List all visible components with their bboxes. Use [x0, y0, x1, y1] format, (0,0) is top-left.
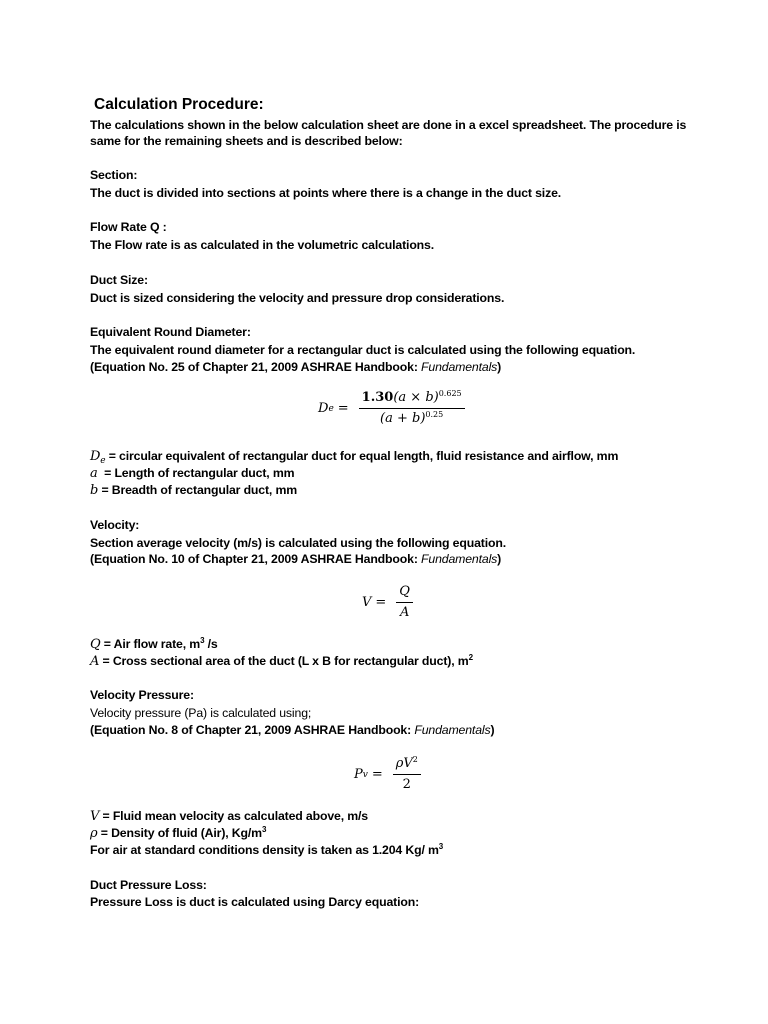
- velocity-pressure-equation: P v = $\frac{\rho V^2}{2}$: [354, 756, 421, 793]
- equivalent-round-text: The equivalent round diameter for a rectangular duct is calculated using the following equation.: [90, 343, 636, 357]
- standard-density-text: For air at standard conditions density is taken as 1.204 Kg/ $m^3$: [90, 842, 444, 857]
- duct-pressure-loss-text: Pressure Loss is duct is calculated using Darcy equation:: [90, 895, 420, 909]
- equivalent-diameter-equation: D e = $\frac{1.30(a \times b)^{0.625}}{(a + b)^{0.25}}$: [318, 390, 465, 427]
- duct-size-heading: Duct Size:: [90, 273, 148, 287]
- velocity-pressure-heading: Velocity Pressure:: [90, 688, 194, 702]
- def-de: $D_e$ = circular equivalent of rectangular duct for equal length, fluid resistance and airflow, mm: [90, 449, 619, 466]
- def-rho: ρ = Density of fluid (Air), $Kg/m^3$: [90, 825, 267, 841]
- section-heading: Section:: [90, 168, 138, 182]
- velocity-reference: (Equation No. 10 of Chapter 21, 2009 ASHRAE Handbook: Fundamentals): [90, 552, 502, 566]
- section-text: The duct is divided into sections at points where there is a change in the duct size.: [90, 186, 562, 200]
- def-a: a = Length of rectangular duct, mm: [90, 466, 295, 481]
- flow-rate-text: The Flow rate is as calculated in the volumetric calculations.: [90, 238, 435, 252]
- intro-line-2: same for the remaining sheets and is described below:: [90, 134, 403, 148]
- def-q: Q = Air flow rate, $m^3$ /s: [90, 636, 218, 652]
- velocity-pressure-text: Velocity pressure (Pa) is calculated using;: [90, 706, 312, 720]
- duct-pressure-loss-heading: Duct Pressure Loss:: [90, 878, 207, 892]
- page-title: Calculation Procedure:: [94, 96, 264, 113]
- def-b: b = Breadth of rectangular duct, mm: [90, 483, 298, 498]
- def-v: V = Fluid mean velocity as calculated above, m/s: [90, 809, 368, 824]
- equivalent-round-heading: Equivalent Round Diameter:: [90, 325, 251, 339]
- equivalent-round-reference: (Equation No. 25 of Chapter 21, 2009 ASHRAE Handbook: Fundamentals): [90, 360, 502, 374]
- flow-rate-heading: Flow Rate Q :: [90, 220, 167, 234]
- velocity-text: Section average velocity (m/s) is calculated using the following equation.: [90, 536, 506, 550]
- velocity-heading: Velocity:: [90, 518, 140, 532]
- velocity-pressure-reference: (Equation No. 8 of Chapter 21, 2009 ASHRAE Handbook: Fundamentals): [90, 723, 495, 737]
- velocity-equation: V = $\frac{Q}{A}$: [362, 584, 413, 621]
- def-area: A = Cross sectional area of the duct (L x B for rectangular duct), $m^2$: [90, 653, 473, 669]
- duct-size-text: Duct is sized considering the velocity and pressure drop considerations.: [90, 291, 505, 305]
- intro-line-1: The calculations shown in the below calculation sheet are done in a excel spreadsheet. The procedure is: [90, 118, 687, 132]
